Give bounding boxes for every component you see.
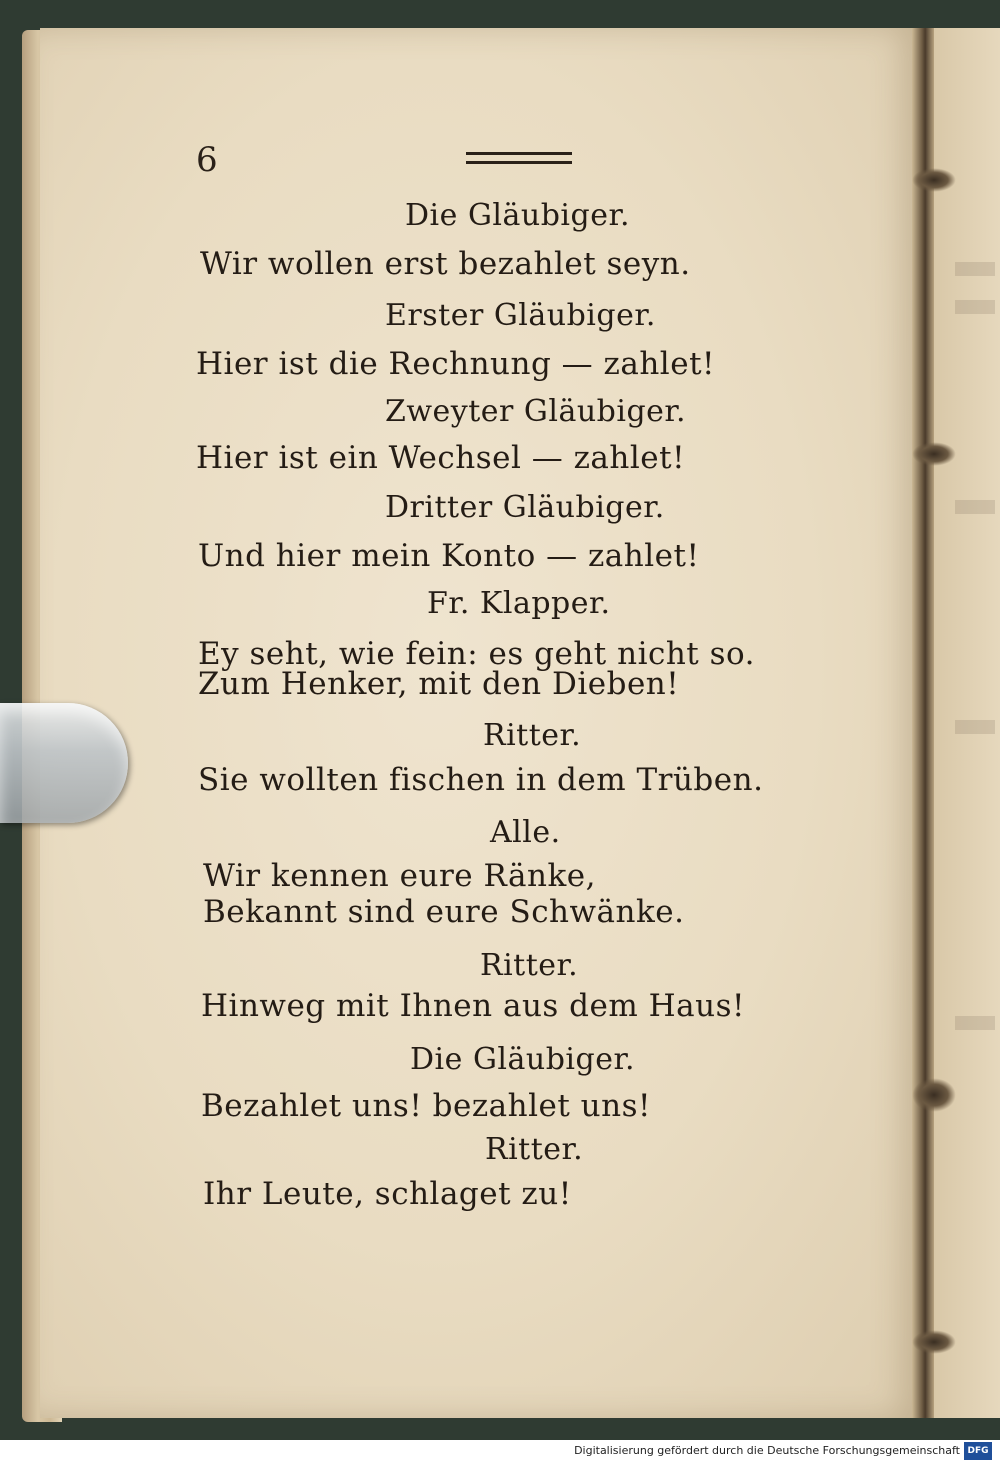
show-through-mark <box>955 720 995 734</box>
header-rule <box>466 161 572 164</box>
verse-line: Ey seht, wie fein: es geht nicht so. <box>198 636 756 672</box>
verse-line: Hier ist die Rechnung — zahlet! <box>196 346 715 382</box>
speaker-name: Ritter. <box>485 1132 584 1167</box>
header-rule <box>466 152 572 155</box>
speaker-name: Fr. Klapper. <box>427 586 611 621</box>
page-number: 6 <box>196 140 218 180</box>
footer-credit: Digitalisierung gefördert durch die Deutsche Forschungsgemeinschaft <box>574 1444 960 1457</box>
verse-line: Bezahlet uns! bezahlet uns! <box>201 1088 651 1124</box>
book-gutter <box>912 28 934 1418</box>
verse-line: Bekannt sind eure Schwänke. <box>203 894 685 930</box>
page-holder-clip <box>0 703 128 823</box>
speaker-name: Ritter. <box>480 948 579 983</box>
speaker-name: Ritter. <box>483 718 582 753</box>
verse-line: Wir wollen erst bezahlet seyn. <box>200 246 691 282</box>
binding-stitch-hole <box>912 1330 956 1354</box>
speaker-name: Zweyter Gläubiger. <box>385 394 687 429</box>
verse-line: Hier ist ein Wechsel — zahlet! <box>196 440 686 476</box>
show-through-mark <box>955 500 995 514</box>
show-through-mark <box>955 1016 995 1030</box>
verse-line: Sie wollten fischen in dem Trüben. <box>198 762 764 798</box>
speaker-name: Alle. <box>490 815 561 850</box>
show-through-mark <box>955 300 995 314</box>
verse-line: Ihr Leute, schlaget zu! <box>203 1176 572 1212</box>
dfg-logo: DFG <box>964 1442 992 1460</box>
speaker-name: Die Gläubiger. <box>410 1042 636 1077</box>
verse-line: Wir kennen eure Ränke, <box>203 858 596 894</box>
speaker-name: Erster Gläubiger. <box>385 298 656 333</box>
binding-stitch-hole <box>912 1078 956 1112</box>
binding-stitch-hole <box>912 168 956 192</box>
binding-stitch-hole <box>912 442 956 466</box>
show-through-mark <box>955 262 995 276</box>
verse-line: Hinweg mit Ihnen aus dem Haus! <box>201 988 745 1024</box>
speaker-name: Dritter Gläubiger. <box>385 490 665 525</box>
speaker-name: Die Gläubiger. <box>405 198 631 233</box>
verse-line: Zum Henker, mit den Dieben! <box>198 666 680 702</box>
verse-line: Und hier mein Konto — zahlet! <box>198 538 700 574</box>
